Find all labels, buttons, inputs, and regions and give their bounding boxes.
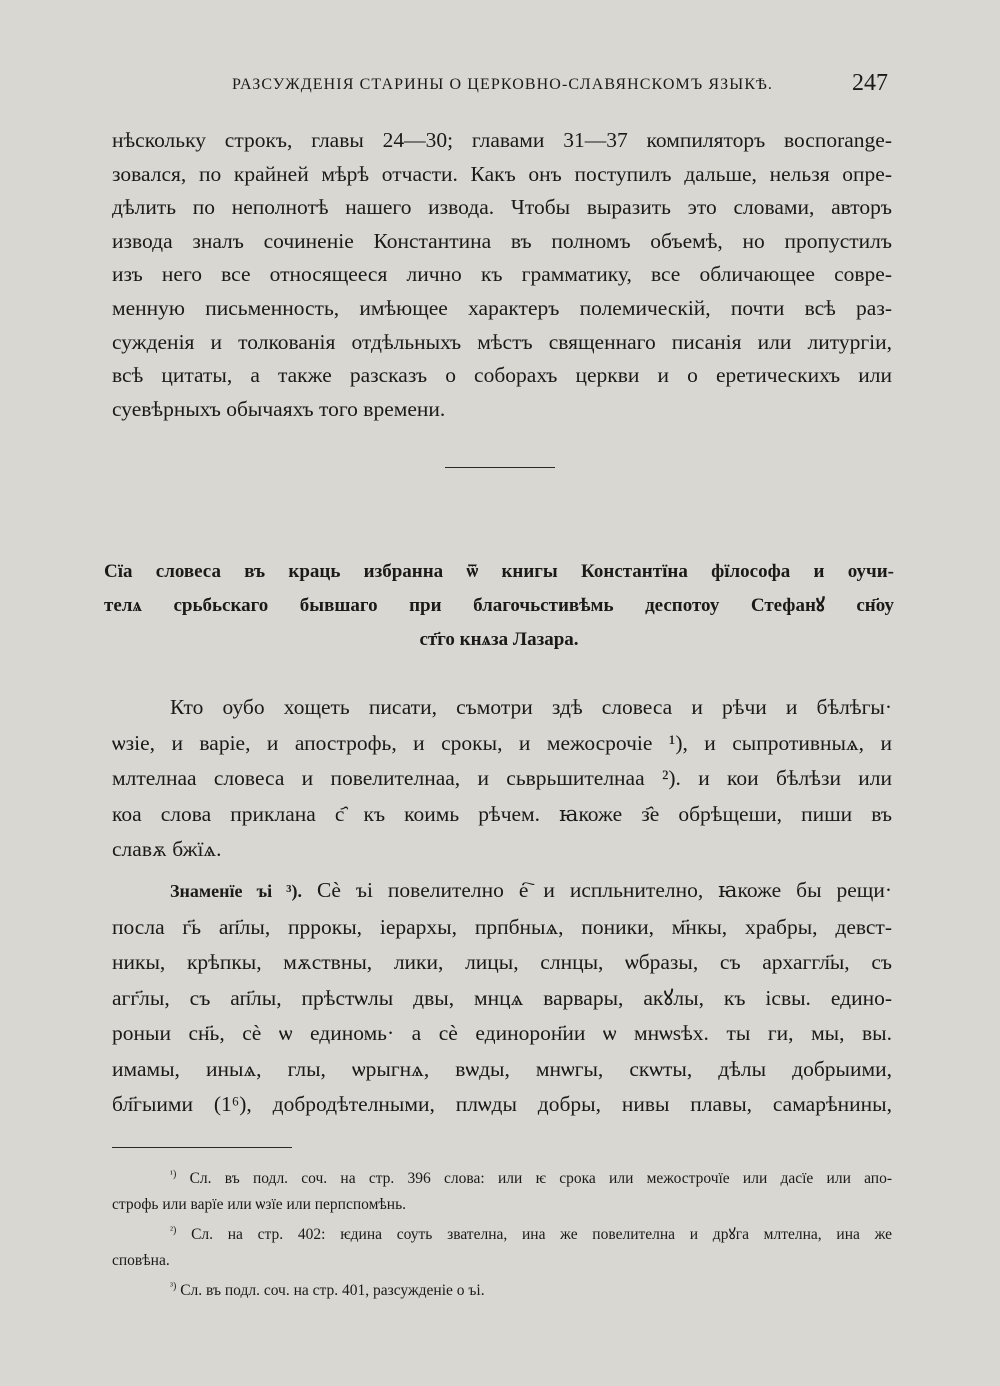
footnote-line: сповѣна. <box>112 1252 170 1269</box>
text-line: млтелнаа словеса и повелителнаа, и сьврьшителнаа ²). и кои бѣлѣзи или <box>112 766 892 790</box>
footnote-text: Сл. въ подл. соч. на стр. 396 слова: или ѥ срока или межострочїе или дасїе или апо- <box>189 1170 892 1187</box>
text-line: нѣскольку строкъ, главы 24—30; главами 31—37 компиляторъ воспоrange- <box>112 128 892 152</box>
running-title: РАЗСУЖДЕНІЯ СТАРИНЫ О ЦЕРКОВНО-СЛАВЯНСКОМЪ ЯЗЫКѢ. <box>232 76 774 93</box>
text-line: ѡзіе, и варіе, и апострофь, и срокы, и межосрочіе ¹), и сыпротивныѧ, и <box>112 730 892 755</box>
footnote-rule <box>112 1147 292 1148</box>
page-number: 247 <box>852 70 888 96</box>
text-line: имамы, иныѧ, глы, ѡрыгнѧ, вѡды, мнѡгы, скѡты, дѣлы добрыими, <box>112 1056 892 1081</box>
paragraph-lead: Знаменїе ъі ³). <box>170 881 303 901</box>
text-line: суевѣрныхъ обычаяхъ того времени. <box>112 396 446 421</box>
footnotes <box>112 1162 892 1304</box>
text-line: сужденія и толкованія отдѣльныхъ мѣстъ священнаго писанія или литургіи, <box>112 329 892 354</box>
footnote-number: ³) <box>170 1281 177 1292</box>
footnote-line: строфь или варїе или ѡзїе или перпспомѣнь. <box>112 1196 407 1213</box>
text-line: зовался, по крайней мѣрѣ отчасти. Какъ онъ поступилъ дальше, нельзя опре- <box>112 161 892 186</box>
slavonic-heading <box>104 555 894 657</box>
text-line <box>112 873 892 910</box>
text-line: бл҃гыими (1⁶), добродѣтелными, плѡды добры, нивы плавы, самарѣнины, <box>112 1092 892 1116</box>
text-line: Кто оубо хощеть писати, съмотри здѣ словеса и рѣчи и бѣлѣгы· <box>170 695 892 719</box>
heading-line: телѧ срьбьскаго бывшаго при благочьстивѣмь деспотоу Стефанꙋ сн҃оу <box>104 595 894 616</box>
intro-paragraph <box>112 124 892 426</box>
text-line: коа слова приклана с҄ къ коимь рѣчем. ꙗкоже з҄е обрѣщеши, пиши въ <box>112 801 892 826</box>
text-line: никы, крѣпкы, мѫствны, лики, лицы, слнцы, ѡбразы, съ архаггл҃ы, съ <box>112 950 892 974</box>
text-fragment: Сѐ ъі повелително е҇ и испльнително, ꙗкоже бы рещи· <box>317 878 893 902</box>
text-line: славѫ бжїѧ. <box>112 837 222 861</box>
footnote-text: Сл. на стр. 402: ѥдина соуть звателна, ина же повелителна и дрꙋга млтелна, ина же <box>191 1226 892 1243</box>
text-line: изъ него все относящееся лично къ грамматику, все обличающее совре- <box>112 262 892 287</box>
text-line: агг҃лы, съ ап҃лы, прѣстѡлы двы, мнцѧ варвары, акꙋлы, къ ісвы. едино- <box>112 985 892 1010</box>
text-line: роныи сн҃ь, сѐ ѡ единомь· а сѐ единорон҃ии ѡ мнѡѕѣх. ты ги, мы, вы. <box>112 1021 892 1045</box>
text-line: менную письменность, имѣющее характеръ полемическій, почти всѣ раз- <box>112 295 892 320</box>
footnote-line <box>112 1218 892 1248</box>
heading-line: Сїа словеса въ краць избранна ѿ книгы Константїна фїлософа и оучи- <box>104 561 894 582</box>
slavonic-paragraph-1 <box>112 690 892 868</box>
footnote-line <box>112 1274 892 1304</box>
text-line: посла г҃ь ап҃лы, пррокы, іерархы, прпбныѧ, поники, м҃нкы, храбры, девст- <box>112 914 892 939</box>
text-line: всѣ цитаты, а также разсказъ о соборахъ церкви и о еретическихъ или <box>112 363 892 388</box>
section-separator <box>445 467 555 468</box>
footnote-number: ²) <box>170 1225 177 1236</box>
footnote-line <box>112 1162 892 1192</box>
slavonic-paragraph-2 <box>112 873 892 1123</box>
text-line: извода зналъ сочиненіе Константина въ полномъ объемѣ, но пропустилъ <box>112 228 892 253</box>
footnote-text: Сл. въ подл. соч. на стр. 401, разсужденіе о ъі. <box>180 1282 485 1299</box>
footnote-number: ¹) <box>170 1169 177 1180</box>
heading-line: ст҃го кнѧза Лазара. <box>419 629 579 650</box>
text-line: дѣлить по неполнотѣ нашего извода. Чтобы выразить это словами, авторъ <box>112 195 892 220</box>
